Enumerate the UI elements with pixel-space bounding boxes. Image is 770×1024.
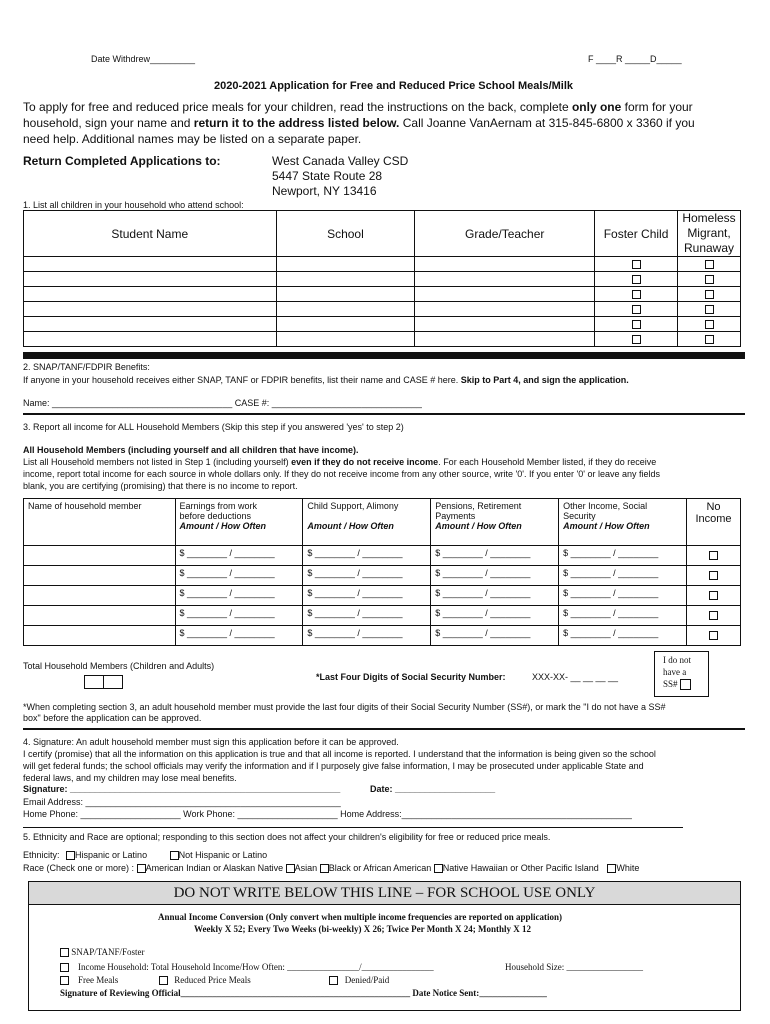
income-household-row: Income Household: Total Household Income/How Often: ________________/________________ (60, 962, 434, 972)
hispanic-checkbox[interactable] (66, 851, 75, 860)
snap-checkbox[interactable] (60, 948, 69, 957)
school-cell[interactable] (276, 302, 415, 317)
no-income-checkbox[interactable] (709, 571, 718, 580)
reviewing-official-row: Signature of Reviewing Official___________________________________________________ Date Notice Sent:_______________ (60, 988, 547, 998)
pension-cell[interactable]: $ ________ / ________ (431, 606, 559, 626)
table-row (24, 287, 741, 302)
ssn-note-2: box" before the application can be approved. (23, 713, 202, 723)
divider (23, 827, 683, 828)
free-checkbox[interactable] (60, 976, 69, 985)
status-codes[interactable]: F ____R _____D_____ (588, 54, 682, 64)
intro-line-1: To apply for free and reduced price meals for your children, read the instructions on the back, complete only one form for your (23, 100, 693, 114)
table-row (24, 332, 741, 347)
member-name-cell[interactable] (24, 566, 176, 586)
no-income-checkbox[interactable] (709, 611, 718, 620)
homeless-checkbox[interactable] (705, 320, 714, 329)
foster-checkbox[interactable] (632, 260, 641, 269)
grade-cell[interactable] (415, 317, 595, 332)
income-household-checkbox[interactable] (60, 963, 69, 972)
table-row (24, 586, 741, 606)
grade-cell[interactable] (415, 287, 595, 302)
step1-label: 1. List all children in your household who attend school: (23, 200, 244, 210)
notice-date-field[interactable]: _______________ (479, 988, 547, 998)
grade-cell[interactable] (415, 257, 595, 272)
other-cell[interactable]: $ ________ / ________ (559, 606, 687, 626)
race-american-indian-checkbox[interactable] (137, 864, 146, 873)
step3-line-3: blank, you are certifying (promising) that there is no income to report. (23, 481, 298, 491)
grade-cell[interactable] (415, 332, 595, 347)
col-foster-child: Foster Child (595, 211, 678, 257)
pension-cell[interactable]: $ ________ / ________ (431, 546, 559, 566)
ethnicity-row: Ethnicity: Hispanic or Latino Not Hispanic or Latino (23, 850, 268, 860)
no-income-checkbox[interactable] (709, 551, 718, 560)
homeless-checkbox[interactable] (705, 260, 714, 269)
table-row (24, 606, 741, 626)
support-cell[interactable]: $ ________ / ________ (303, 566, 431, 586)
not-hispanic-checkbox[interactable] (170, 851, 179, 860)
other-cell[interactable]: $ ________ / ________ (559, 546, 687, 566)
school-cell[interactable] (276, 332, 415, 347)
pension-cell[interactable]: $ ________ / ________ (431, 626, 559, 646)
table-row (24, 546, 741, 566)
race-row: Race (Check one or more) : American Indian or Alaskan Native Asian Black or African American Native Hawaiian or Other Pacific Island White (23, 863, 640, 873)
member-name-cell[interactable] (24, 546, 176, 566)
other-cell[interactable]: $ ________ / ________ (559, 626, 687, 646)
ssn-field[interactable]: XXX-XX- __ __ __ __ (532, 672, 619, 682)
return-label: Return Completed Applications to: (23, 154, 221, 168)
no-ss-box: I do not have a SS# (654, 651, 709, 697)
student-name-cell[interactable] (24, 302, 277, 317)
col-earnings: Earnings from work before deductions Amount / How Often (175, 499, 303, 546)
divider (23, 413, 745, 415)
grade-cell[interactable] (415, 302, 595, 317)
household-size-field[interactable]: Household Size: _________________ (505, 962, 643, 972)
school-cell[interactable] (276, 317, 415, 332)
no-income-checkbox[interactable] (709, 631, 718, 640)
col-no-income: No Income (687, 499, 741, 546)
other-cell[interactable]: $ ________ / ________ (559, 566, 687, 586)
homeless-checkbox[interactable] (705, 275, 714, 284)
school-use-banner: DO NOT WRITE BELOW THIS LINE – FOR SCHOOL USE ONLY (28, 881, 741, 905)
race-white-checkbox[interactable] (607, 864, 616, 873)
race-asian-checkbox[interactable] (286, 864, 295, 873)
conversion-line-1: Annual Income Conversion (Only convert when multiple income frequencies are reported on application) (158, 912, 562, 922)
other-cell[interactable]: $ ________ / ________ (559, 586, 687, 606)
homeless-checkbox[interactable] (705, 335, 714, 344)
support-cell[interactable]: $ ________ / ________ (303, 606, 431, 626)
race-black-checkbox[interactable] (320, 864, 329, 873)
table-row (24, 566, 741, 586)
snap-row: SNAP/TANF/Foster (60, 947, 145, 957)
no-ss-checkbox[interactable] (680, 679, 691, 690)
col-household-member: Name of household member (24, 499, 176, 546)
no-income-checkbox[interactable] (709, 591, 718, 600)
table-row (24, 257, 741, 272)
divider (23, 728, 745, 730)
student-name-cell[interactable] (24, 332, 277, 347)
table-row (24, 317, 741, 332)
student-name-cell[interactable] (24, 257, 277, 272)
table-row (24, 626, 741, 646)
section-divider (23, 352, 745, 359)
step4-label: 4. Signature: An adult household member must sign this application before it can be approved. (23, 737, 399, 747)
foster-checkbox[interactable] (632, 290, 641, 299)
ssn-note-1: *When completing section 3, an adult household member must provide the last four digits of their Social Security Number (SS#), or mark the "I do not have a SS# (23, 702, 666, 712)
return-address-1: West Canada Valley CSD (272, 154, 409, 168)
member-name-cell[interactable] (24, 626, 176, 646)
homeless-checkbox[interactable] (705, 290, 714, 299)
support-cell[interactable]: $ ________ / ________ (303, 626, 431, 646)
member-name-cell[interactable] (24, 606, 176, 626)
return-address-3: Newport, NY 13416 (272, 184, 377, 198)
reviewing-signature-field[interactable]: ___________________________________________________ (180, 988, 411, 998)
support-cell[interactable]: $ ________ / ________ (303, 586, 431, 606)
signature-field[interactable]: Signature: ______________________________________________________ (23, 784, 341, 794)
income-table (23, 498, 741, 646)
homeless-checkbox[interactable] (705, 305, 714, 314)
return-address-2: 5447 State Route 28 (272, 169, 383, 183)
step3-label: 3. Report all income for ALL Household Members (Skip this step if you answered 'yes' to step 2) (23, 422, 404, 432)
total-members-label: Total Household Members (Children and Adults) (23, 661, 215, 671)
children-table (23, 210, 741, 347)
race-hawaiian-checkbox[interactable] (434, 864, 443, 873)
email-field[interactable]: Email Address: ___________________________________________________ (23, 797, 341, 807)
col-student-name: Student Name (24, 211, 277, 257)
date-withdrew[interactable]: Date Withdrew_________ (91, 54, 196, 64)
foster-checkbox[interactable] (632, 320, 641, 329)
student-name-cell[interactable] (24, 317, 277, 332)
step3-line-2: income, report total income for each source in whole dollars only. If they do not receive income from any other source, write '0'. If you enter '0' or leave any fields (23, 469, 661, 479)
school-cell[interactable] (276, 287, 415, 302)
intro-line-2: household, sign your name and return it to the address listed below. Call Joanne VanAernam at 315-845-6800 x 3360 if you (23, 116, 695, 130)
table-row (24, 272, 741, 287)
student-name-cell[interactable] (24, 272, 277, 287)
school-cell[interactable] (276, 272, 415, 287)
step4-line-3: federal laws, and my children may lose meal benefits. (23, 773, 237, 783)
foster-checkbox[interactable] (632, 335, 641, 344)
total-members-divider (103, 675, 104, 689)
step4-line-2: will get federal funds; the school officials may verify the information and if I purposely give false information, I may be prosecuted under applicable State and (23, 761, 644, 771)
form-title: 2020-2021 Application for Free and Reduced Price School Meals/Milk (214, 80, 574, 92)
pension-cell[interactable]: $ ________ / ________ (431, 586, 559, 606)
col-pensions: Pensions, Retirement Payments Amount / How Often (431, 499, 559, 546)
determination-row: Free Meals Reduced Price Meals Denied/Paid (60, 975, 389, 985)
step5-label: 5. Ethnicity and Race are optional; responding to this section does not affect your children's eligibility for free or reduced price meals. (23, 832, 551, 842)
student-name-cell[interactable] (24, 287, 277, 302)
earnings-cell[interactable]: $ ________ / ________ (175, 626, 303, 646)
pension-cell[interactable]: $ ________ / ________ (431, 566, 559, 586)
col-child-support: Child Support, Alimony Amount / How Often (303, 499, 431, 546)
step4-line-1: I certify (promise) that all the information on this application is true and that all income is reported. I understand that the information is being given so the school (23, 749, 656, 759)
table-row (24, 302, 741, 317)
col-homeless: Homeless Migrant, Runaway (678, 211, 741, 257)
date-field[interactable]: Date: ____________________ (370, 784, 496, 794)
reduced-checkbox[interactable] (159, 976, 168, 985)
grade-cell[interactable] (415, 272, 595, 287)
phone-address-fields[interactable]: Home Phone: ____________________ Work Phone: ____________________ Home Address:______________________________________________ (23, 809, 632, 819)
step3-bold: All Household Members (including yourself and all children that have income). (23, 445, 359, 455)
foster-checkbox[interactable] (632, 275, 641, 284)
col-school: School (276, 211, 415, 257)
earnings-cell[interactable]: $ ________ / ________ (175, 566, 303, 586)
earnings-cell[interactable]: $ ________ / ________ (175, 546, 303, 566)
col-grade-teacher: Grade/Teacher (415, 211, 595, 257)
col-other-income: Other Income, Social Security Amount / How Often (559, 499, 687, 546)
step3-line-1: List all Household members not listed in Step 1 (including yourself) even if they do not receive income. For each Household Member listed, if they do receive (23, 457, 657, 467)
support-cell[interactable]: $ ________ / ________ (303, 546, 431, 566)
step2-text: If anyone in your household receives either SNAP, TANF or FDPIR benefits, list their name and CASE # here. Skip to Part 4, and sign the application. (23, 375, 629, 385)
earnings-cell[interactable]: $ ________ / ________ (175, 606, 303, 626)
foster-checkbox[interactable] (632, 305, 641, 314)
snap-name-case-field[interactable]: Name: ____________________________________ CASE #: ______________________________ (23, 398, 422, 408)
denied-checkbox[interactable] (329, 976, 338, 985)
conversion-line-2: Weekly X 52; Every Two Weeks (bi-weekly) X 26; Twice Per Month X 24; Monthly X 12 (194, 924, 531, 934)
intro-line-3: need help. Additional names may be listed on a separate paper. (23, 132, 362, 146)
earnings-cell[interactable]: $ ________ / ________ (175, 586, 303, 606)
ssn-label: *Last Four Digits of Social Security Number: (316, 672, 506, 682)
school-cell[interactable] (276, 257, 415, 272)
step2-label: 2. SNAP/TANF/FDPIR Benefits: (23, 362, 150, 372)
member-name-cell[interactable] (24, 586, 176, 606)
